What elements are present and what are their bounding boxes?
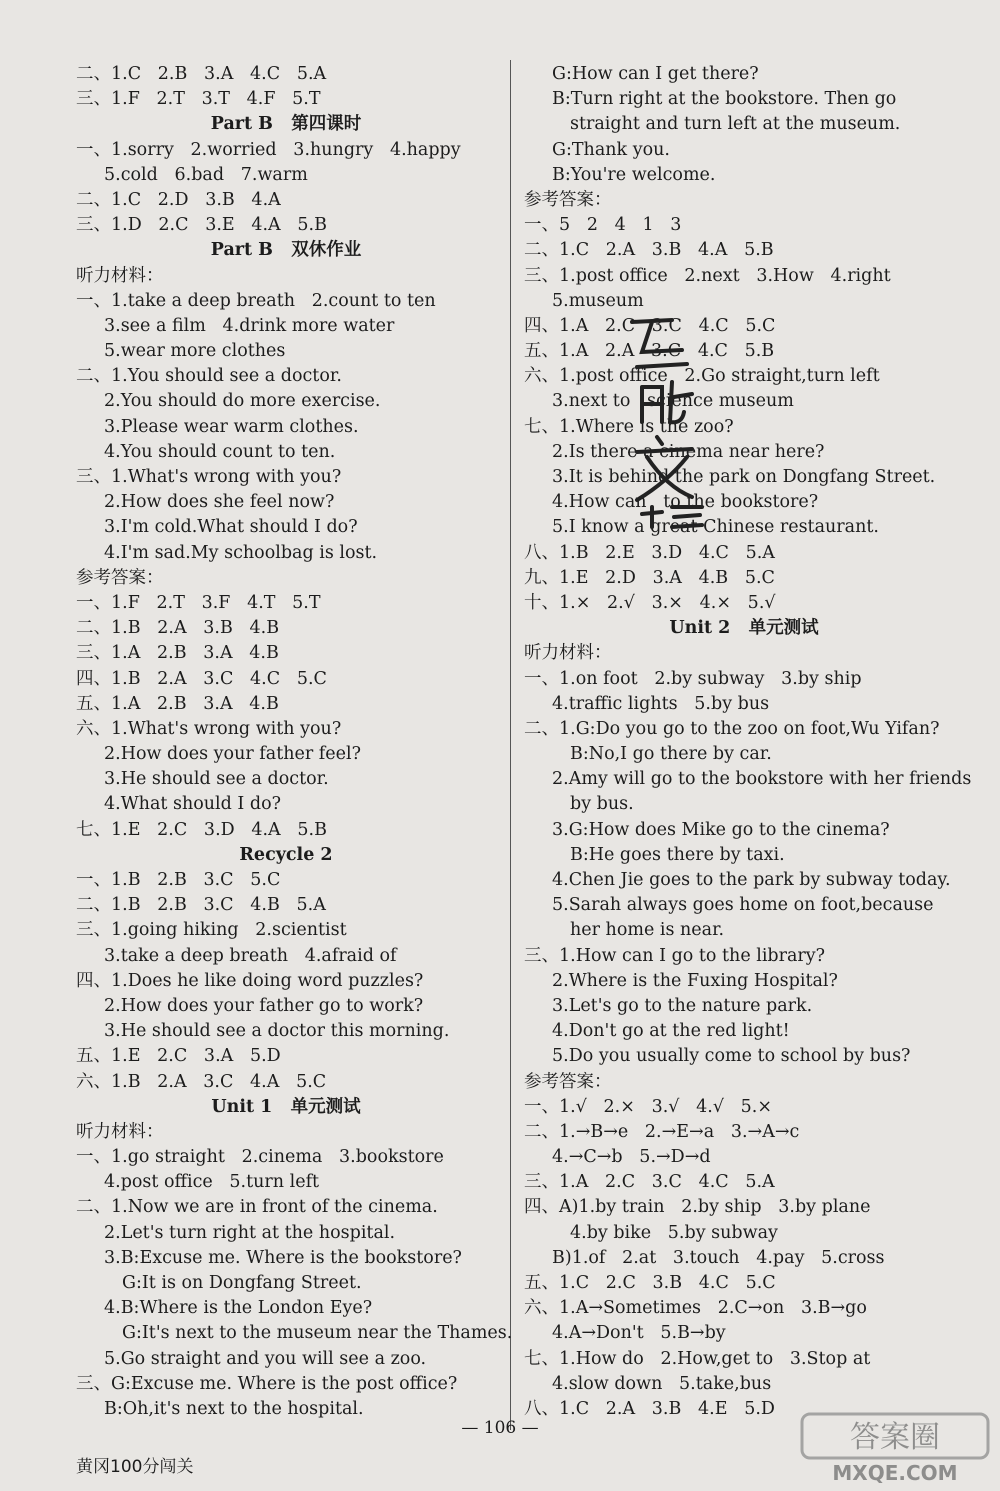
left-column-line: 一、1.sorry 2.worried 3.hungry 4.happy <box>76 139 461 160</box>
right-column-line: 5.Sarah always goes home on foot,because <box>552 895 934 916</box>
left-column-line: 5.Go straight and you will see a zoo. <box>104 1348 427 1369</box>
right-column-line: G:Thank you. <box>552 139 670 160</box>
left-column-line: 一、1.take a deep breath 2.count to ten <box>76 290 436 311</box>
right-column-line: Unit 2 单元测试 <box>669 618 819 639</box>
right-column-line: 四、1.A 2.C 3.C 4.C 5.C <box>524 315 776 336</box>
right-column-line: 3.It is behind the park on Dongfang Street. <box>552 467 936 487</box>
left-column-line: 二、1.C 2.B 3.A 4.C 5.A <box>76 64 327 84</box>
right-column-line: 三、1.How can I go to the library? <box>524 945 826 966</box>
left-column-line: 4.I'm sad.My schoolbag is lost. <box>104 542 378 563</box>
right-column-line: 4.A→Don't 5.B→by <box>552 1323 726 1344</box>
left-column-line: Recycle 2 <box>239 844 333 865</box>
right-column-line: her home is near. <box>570 920 725 941</box>
svg-text:MXQE.COM: MXQE.COM <box>832 1461 958 1485</box>
left-column-line: 三、G:Excuse me. Where is the post office? <box>76 1373 458 1394</box>
left-column-line: 七、1.E 2.C 3.D 4.A 5.B <box>76 819 327 840</box>
right-column-line: by bus. <box>570 794 634 815</box>
right-column-line: 十、1.× 2.√ 3.× 4.× 5.√ <box>524 592 776 613</box>
left-column-line: 2.How does your father feel? <box>104 744 361 765</box>
left-column-line: 一、1.go straight 2.cinema 3.bookstore <box>76 1147 444 1168</box>
left-column-line: 三、1.going hiking 2.scientist <box>76 920 347 941</box>
right-column-line: 3.next to science museum <box>552 391 794 412</box>
left-column-line: 四、1.B 2.A 3.C 4.C 5.C <box>76 668 327 689</box>
right-column-line: 一、5 2 4 1 3 <box>524 215 682 236</box>
left-column-line: 3.B:Excuse me. Where is the bookstore? <box>104 1247 462 1268</box>
right-column-line: 4.How can to the bookstore? <box>552 492 819 513</box>
right-column-line: 七、1.Where is the zoo? <box>524 416 734 437</box>
left-column-line: 二、1.Now we are in front of the cinema. <box>76 1197 438 1218</box>
right-column-line: 二、1.G:Do you go to the zoo on foot,Wu Yifan? <box>524 718 940 739</box>
right-column-line: straight and turn left at the museum. <box>570 114 901 135</box>
column-divider <box>510 60 511 1430</box>
right-column-line: 参考答案： <box>524 189 612 210</box>
right-column-line: 四、A)1.by train 2.by ship 3.by plane <box>524 1197 871 1218</box>
left-column-line: 2.You should do more exercise. <box>104 391 381 412</box>
left-column-line: 六、1.What's wrong with you? <box>76 718 342 739</box>
right-column-line: 九、1.E 2.D 3.A 4.B 5.C <box>524 567 775 588</box>
left-column-line: 5.cold 6.bad 7.warm <box>104 164 308 185</box>
left-column-line: 4.You should count to ten. <box>104 441 336 462</box>
left-column-line: 2.How does your father go to work? <box>104 995 424 1016</box>
left-column-line: 二、1.C 2.D 3.B 4.A <box>76 189 281 210</box>
right-column-line: 一、1.on foot 2.by subway 3.by ship <box>524 668 862 689</box>
left-column-line: 三、1.D 2.C 3.E 4.A 5.B <box>76 215 327 236</box>
right-column-line: 五、1.A 2.A 3.C 4.C 5.B <box>524 341 775 362</box>
left-column-line: 五、1.E 2.C 3.A 5.D <box>76 1046 281 1067</box>
left-column-line: B:Oh,it's next to the hospital. <box>104 1398 364 1419</box>
right-column-line: 二、1.→B→e 2.→E→a 3.→A→c <box>524 1121 800 1142</box>
right-column-line: B:You're welcome. <box>552 164 716 185</box>
right-column-line: 三、1.A 2.C 3.C 4.C 5.A <box>524 1172 775 1193</box>
left-column-line: 四、1.Does he like doing word puzzles? <box>76 970 424 991</box>
right-column-line: B:He goes there by taxi. <box>570 844 785 865</box>
right-column-line: B:No,I go there by car. <box>570 744 772 765</box>
left-column-line: 三、1.A 2.B 3.A 4.B <box>76 643 279 664</box>
left-column-line: Part B 第四课时 <box>210 114 362 135</box>
right-column-line: 六、1.A→Sometimes 2.C→on 3.B→go <box>524 1298 867 1319</box>
left-column-line: 3.I'm cold.What should I do? <box>104 517 358 538</box>
page-number: — 106 — <box>461 1418 539 1438</box>
left-column-line: Part B 双休作业 <box>210 240 362 261</box>
right-column-line: 4.Chen Jie goes to the park by subway today. <box>552 870 951 890</box>
right-column-line: 5.Do you usually come to school by bus? <box>552 1046 911 1067</box>
right-column-line: 4.traffic lights 5.by bus <box>552 693 770 714</box>
right-column-line: 3.G:How does Mike go to the cinema? <box>552 819 890 840</box>
left-column-line: Unit 1 单元测试 <box>211 1096 361 1117</box>
right-column-line: 4.→C→b 5.→D→d <box>552 1147 711 1168</box>
right-column-line: 二、1.C 2.A 3.B 4.A 5.B <box>524 240 774 261</box>
right-column-line: 4.by bike 5.by subway <box>570 1222 778 1243</box>
left-column-line: 2.How does she feel now? <box>104 492 335 513</box>
left-column-line: 3.Please wear warm clothes. <box>104 416 359 437</box>
right-column-line: 2.Where is the Fuxing Hospital? <box>552 970 838 991</box>
left-column-line: G:It's next to the museum near the Thames. <box>122 1323 513 1344</box>
left-column-line: 3.He should see a doctor. <box>104 769 329 790</box>
left-column-line: 3.He should see a doctor this morning. <box>104 1021 450 1042</box>
left-column-line: 4.B:Where is the London Eye? <box>104 1298 373 1319</box>
svg-text:答案圈: 答案圈 <box>850 1420 940 1455</box>
left-column-line: 3.see a film 4.drink more water <box>104 315 395 336</box>
left-column-line: 五、1.A 2.B 3.A 4.B <box>76 693 279 714</box>
left-column-line: G:It is on Dongfang Street. <box>122 1273 362 1293</box>
left-column-line: 2.Let's turn right at the hospital. <box>104 1222 396 1243</box>
right-column-line: 3.Let's go to the nature park. <box>552 995 813 1016</box>
left-column-line: 三、1.F 2.T 3.T 4.F 5.T <box>76 89 321 110</box>
right-column-line: B)1.of 2.at 3.touch 4.pay 5.cross <box>552 1247 885 1268</box>
right-column-line: 六、1.post office 2.Go straight,turn left <box>524 366 880 387</box>
left-column-line: 5.wear more clothes <box>104 341 286 362</box>
right-column-line: G:How can I get there? <box>552 64 759 84</box>
right-column-line: 三、1.post office 2.next 3.How 4.right <box>524 265 891 286</box>
left-column-line: 听力材料： <box>76 1121 164 1142</box>
left-column-line: 三、1.What's wrong with you? <box>76 467 342 487</box>
footer-brand: 黄冈100分闯关 <box>76 1457 194 1477</box>
right-column-line: 七、1.How do 2.How,get to 3.Stop at <box>524 1348 871 1369</box>
right-column-line: 2.Amy will go to the bookstore with her friends <box>552 769 972 790</box>
left-column-line: 参考答案： <box>76 567 164 588</box>
left-column-line: 一、1.B 2.B 3.C 5.C <box>76 870 281 890</box>
right-column-line: 2.Is there a cinema near here? <box>552 441 825 462</box>
right-column-line: 4.slow down 5.take,bus <box>552 1373 772 1394</box>
right-column-line: 5.I know a great Chinese restaurant. <box>552 517 879 538</box>
right-column-line: 八、1.B 2.E 3.D 4.C 5.A <box>524 542 775 563</box>
handwritten-mark <box>612 312 722 532</box>
left-column-line: 六、1.B 2.A 3.C 4.A 5.C <box>76 1071 327 1092</box>
left-column-line: 二、1.B 2.B 3.C 4.B 5.A <box>76 895 326 916</box>
watermark-logo <box>800 1410 990 1486</box>
left-column-line: 4.What should I do? <box>104 794 281 815</box>
left-column-line: 一、1.F 2.T 3.F 4.T 5.T <box>76 592 321 613</box>
left-column-line: 二、1.You should see a doctor. <box>76 366 342 387</box>
right-column-line: B:Turn right at the bookstore. Then go <box>552 89 897 110</box>
right-column <box>524 62 972 1422</box>
right-column-line: 4.Don't go at the red light! <box>552 1021 790 1042</box>
right-column-line: 听力材料： <box>524 643 612 664</box>
left-column-line: 4.post office 5.turn left <box>104 1172 320 1193</box>
left-column <box>76 62 513 1422</box>
left-column-line: 听力材料： <box>76 265 164 286</box>
right-column-line: 参考答案： <box>524 1071 612 1092</box>
right-column-line: 八、1.C 2.A 3.B 4.E 5.D <box>524 1398 775 1419</box>
right-column-line: 五、1.C 2.C 3.B 4.C 5.C <box>524 1273 776 1293</box>
left-column-line: 3.take a deep breath 4.afraid of <box>104 945 397 966</box>
left-column-line: 二、1.B 2.A 3.B 4.B <box>76 618 280 639</box>
right-column-line: 一、1.√ 2.× 3.√ 4.√ 5.× <box>524 1096 773 1117</box>
right-column-line: 5.museum <box>552 290 644 311</box>
